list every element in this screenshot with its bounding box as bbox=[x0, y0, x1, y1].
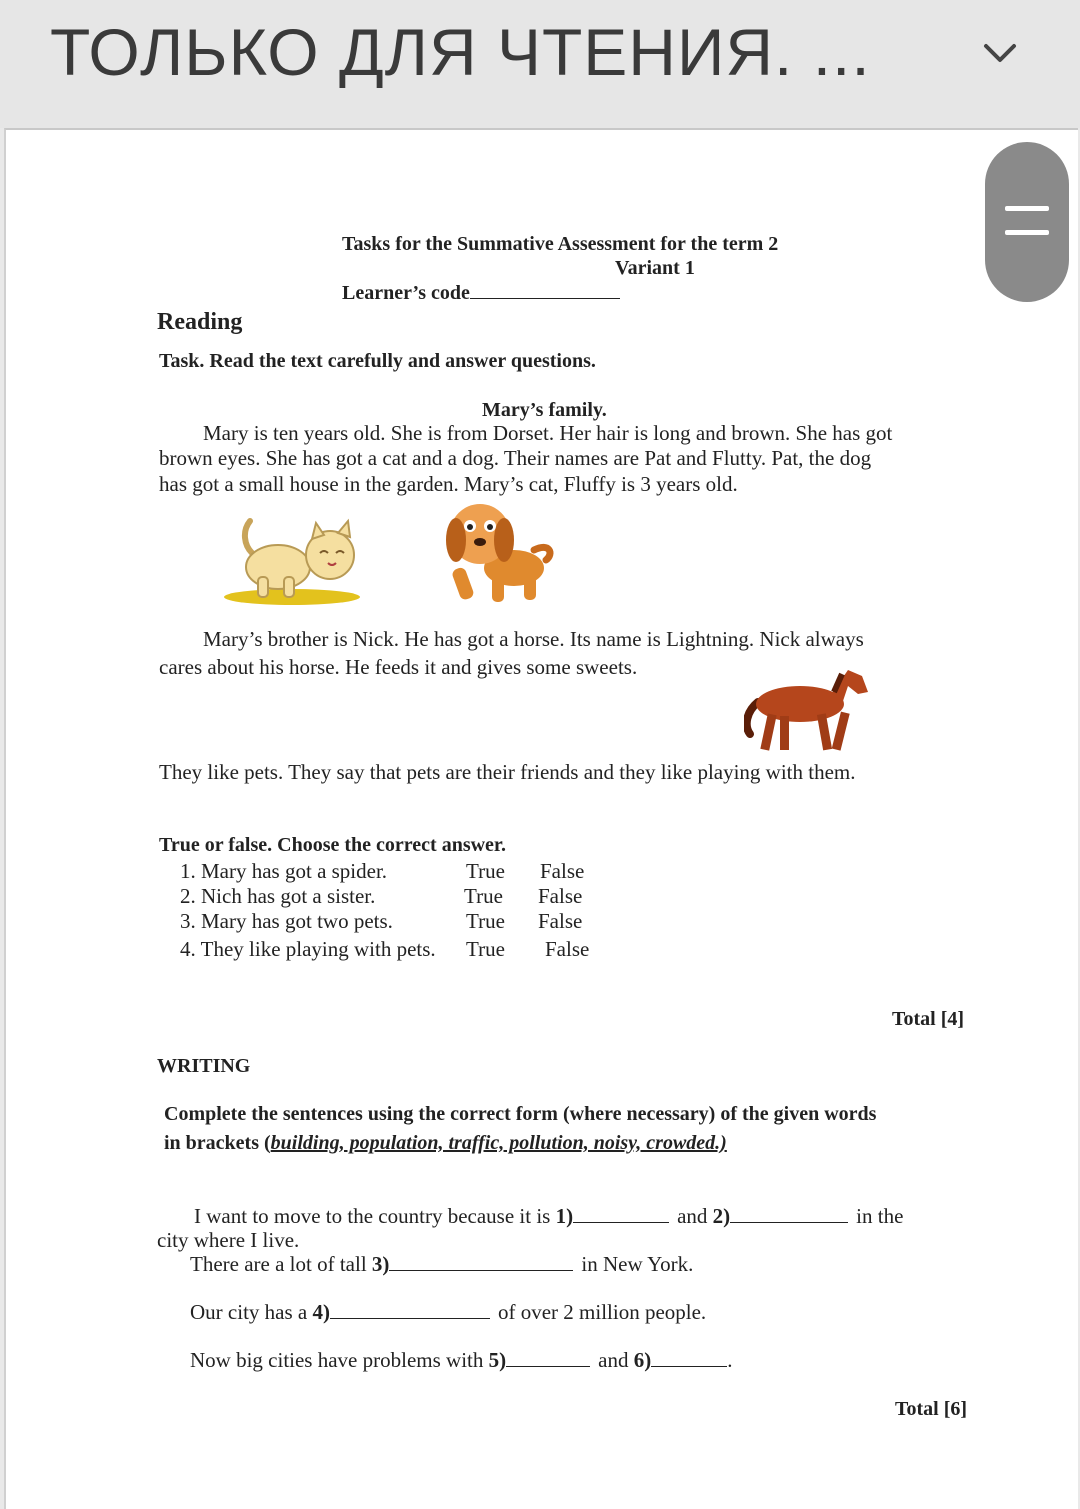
paragraph-line: Mary is ten years old. She is from Dorset. Her hair is long and brown. She has got bbox=[203, 421, 893, 445]
tf-question: 4. They like playing with pets. bbox=[180, 937, 436, 961]
fast-scroll-handle[interactable] bbox=[985, 142, 1069, 302]
tf-false-option[interactable]: False bbox=[538, 909, 583, 933]
document-page[interactable] bbox=[4, 128, 1078, 1509]
tf-question: 2. Nich has got a sister. bbox=[180, 884, 376, 908]
top-bar bbox=[0, 0, 1080, 128]
document-title: ТОЛЬКО ДЛЯ ЧТЕНИЯ. ... bbox=[50, 15, 871, 89]
cat-illustration bbox=[222, 515, 367, 607]
paragraph-line: They like pets. They say that pets are their friends and they like playing with them. bbox=[159, 760, 856, 784]
horse-illustration bbox=[744, 662, 874, 754]
writing-total: Total [6] bbox=[895, 1398, 968, 1420]
blank-1[interactable] bbox=[573, 1204, 669, 1223]
tf-false-option[interactable]: False bbox=[545, 937, 590, 961]
sentence-1-cont: city where I live. bbox=[157, 1228, 300, 1252]
tf-true-option[interactable]: True bbox=[466, 859, 505, 883]
blank-5[interactable] bbox=[506, 1348, 590, 1367]
paragraph-line: Mary’s brother is Nick. He has got a horse. Its name is Lightning. Nick always bbox=[203, 627, 864, 651]
reading-heading: Reading bbox=[157, 309, 243, 335]
grip-line-icon bbox=[1005, 230, 1049, 235]
story-title: Mary’s family. bbox=[482, 399, 607, 421]
learner-code-label: Learner’s code bbox=[342, 280, 620, 305]
reading-task: Task. Read the text carefully and answer questions. bbox=[159, 350, 596, 372]
tf-false-option[interactable]: False bbox=[538, 884, 583, 908]
blank-2[interactable] bbox=[730, 1204, 848, 1223]
paragraph-line: brown eyes. She has got a cat and a dog. Their names are Pat and Flutty. Pat, the dog bbox=[159, 446, 872, 470]
tf-question: 3. Mary has got two pets. bbox=[180, 909, 393, 933]
sentence-4: Now big cities have problems with 5) and 6) . bbox=[190, 1348, 733, 1372]
tf-false-option[interactable]: False bbox=[540, 859, 585, 883]
blank-6[interactable] bbox=[651, 1348, 727, 1367]
reading-total: Total [4] bbox=[892, 1008, 965, 1030]
writing-heading: WRITING bbox=[157, 1055, 251, 1077]
tf-true-option[interactable]: True bbox=[464, 884, 503, 908]
true-false-heading: True or false. Choose the correct answer. bbox=[159, 834, 506, 856]
tf-true-option[interactable]: True bbox=[466, 937, 505, 961]
sentence-3: Our city has a 4) of over 2 million people. bbox=[190, 1300, 707, 1324]
tf-question: 1. Mary has got a spider. bbox=[180, 859, 388, 883]
writing-task-words: in brackets (building, population, traffic, pollution, noisy, crowded.) bbox=[164, 1132, 727, 1154]
blank-4[interactable] bbox=[330, 1300, 490, 1319]
writing-task: Complete the sentences using the correct form (where necessary) of the given words bbox=[164, 1103, 877, 1125]
paragraph-line: has got a small house in the garden. Mary’s cat, Fluffy is 3 years old. bbox=[159, 472, 738, 496]
assessment-heading: Tasks for the Summative Assessment for the term 2 bbox=[342, 233, 779, 255]
sentence-1: I want to move to the country because it is 1) and 2) in the bbox=[194, 1204, 904, 1228]
chevron-down-icon[interactable] bbox=[980, 38, 1020, 68]
sentence-2: There are a lot of tall 3) in New York. bbox=[190, 1252, 694, 1276]
grip-line-icon bbox=[1005, 206, 1049, 211]
paragraph-line: cares about his horse. He feeds it and gives some sweets. bbox=[159, 655, 638, 679]
blank-3[interactable] bbox=[389, 1252, 573, 1271]
variant-label: Variant 1 bbox=[615, 257, 695, 279]
dog-illustration bbox=[442, 498, 557, 608]
tf-true-option[interactable]: True bbox=[466, 909, 505, 933]
